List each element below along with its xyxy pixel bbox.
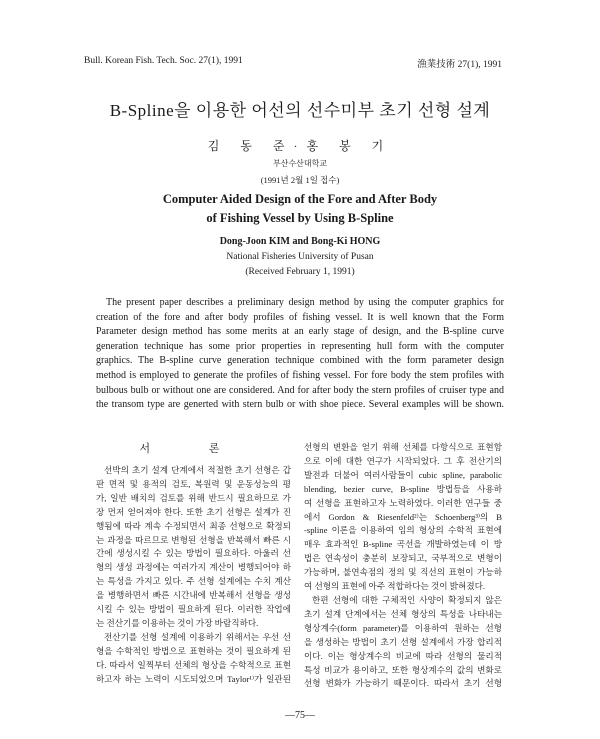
text-line: 선박의 초기 설계 단계에서 적절한 초기 선형은 갑 <box>104 465 291 475</box>
text-line: 선형의 변환을 얻기 위해 선체를 다항식으로 표현함 <box>304 442 502 452</box>
english-title-line: Computer Aided Design of the Fore and After Body <box>162 192 438 206</box>
text-line: 한편 선형에 대한 구체적인 사양이 확정되지 않은 <box>312 594 502 605</box>
right-column-text <box>304 441 502 691</box>
text-line: 법은 연속성이 충분히 보장되고, 국부적으로 변형이 <box>304 553 502 564</box>
text-line: 시킬 수 있는 방법이 필요하게 된다. 이러한 작업에 <box>96 604 291 615</box>
korean-authors: 김 동 준·홍 봉 기 <box>207 139 393 153</box>
text-line: 으로 이에 대한 연구가 시작되었다. 그 후 전산기의 <box>304 455 502 466</box>
text-line: 선형 변화가 가능하기 때문이다. 따라서 초기 선형 <box>304 678 502 689</box>
text-line: -spline 이론을 이용하여 임의 형상의 수학적 표현에 <box>304 525 502 536</box>
journal-citation-korean: 漁業技術 27(1), 1991 <box>417 60 502 70</box>
abstract-line: generation technique has some prior properties in representing hull form with the computer <box>96 340 504 352</box>
text-line: 이다. 이는 형상계수의 비교에 따라 선형의 물리적 <box>304 650 502 661</box>
text-line: 초기 설계 단계에서는 선체 형상의 특성을 나타내는 <box>304 608 502 619</box>
english-authors: Dong-Joon KIM and Bong-Ki HONG <box>219 236 381 247</box>
journal-citation: Bull. Korean Fish. Tech. Soc. 27(1), 1991 <box>84 56 243 66</box>
abstract-line: graphics. The B-spline curve generation technique combined with the form parameter design <box>96 355 504 367</box>
korean-affiliation: 부산수산대학교 <box>272 159 328 168</box>
english-title <box>0 190 600 228</box>
text-line: 발전과 더불어 여러사람들이 cubic spline, parabolic <box>304 469 502 480</box>
section-heading-introduction: 서 론 <box>139 443 248 455</box>
english-title-line: of Fishing Vessel by Using B-Spline <box>206 211 394 225</box>
korean-title: B-Spline을 이용한 어선의 선수미부 초기 선형 설계 <box>109 101 491 120</box>
text-line: 여 선형을 표현하고자 노력하였다. 이러한 연구들 중 <box>304 497 502 508</box>
text-line: 행됨에 따라 계속 수정되면서 최종 선형으로 확정되 <box>96 520 291 531</box>
text-line: 장 먼저 얻어져야 한다. 또한 초기 선형은 설계가 진 <box>96 506 291 517</box>
text-line: 여 선형의 표현에 아주 적합하다는 것이 밝혀졌다. <box>304 581 486 592</box>
page-number: —75— <box>285 710 315 721</box>
abstract <box>96 296 504 413</box>
abstract-line: Parameter design method has some merits at an early stage of design, and the B-spline curve <box>96 326 504 338</box>
text-line: 다. 따라서 일찍부터 선체의 형상을 수학적으로 표현 <box>96 659 291 670</box>
text-line: 가, 일반 배치의 검토를 위해 반드시 필요하므로 가 <box>96 492 291 503</box>
english-affiliation: National Fisheries University of Pusan <box>226 252 374 262</box>
left-column-text <box>96 464 291 687</box>
korean-received-date: (1991년 2월 1일 접수) <box>260 175 340 185</box>
text-line: 판 면적 및 용적의 검토, 복원력 및 운동성능의 평 <box>96 478 291 489</box>
text-line: 전산기를 선형 설계에 이용하기 위해서는 우선 선 <box>104 631 291 642</box>
text-line: 매우 효과적인 B-spline 곡선을 개발하였는데 이 방 <box>304 539 502 550</box>
abstract-line: The present paper describes a preliminary design method by using the computer graphics for <box>106 297 504 308</box>
text-line: blending, bezier curve, B-spline 방법등을 사용하 <box>304 483 502 494</box>
text-line: 형을 수학적인 방법으로 표현하는 것이 필요하게 된 <box>96 645 291 656</box>
text-line: 는 과정을 따르므로 변형된 선형을 반복해서 빠른 시 <box>96 534 291 545</box>
text-line: 가능하며, 불연속점의 정의 및 직선의 표현이 가능하 <box>304 567 502 578</box>
text-line: 에서 Gordon & Riesenfeld²⁾는 Schoenberg³⁾의 B <box>304 511 502 522</box>
text-line: 는 전산기를 이용하는 것이 가장 바람직하다. <box>96 617 259 628</box>
text-line: 간에 생성시킬 수 있는 방법이 필요하다. 아울러 선 <box>96 548 291 559</box>
text-line: 을 생성하는 방법이 초기 선형 설계에서 가장 합리적 <box>304 636 502 647</box>
abstract-line: the transom type are generted with stern bulb or with shoe piece. Several examples will be shown. <box>96 399 504 411</box>
text-line: 형의 생성 과정에는 여러가지 계산이 병행되어야 하 <box>96 562 291 573</box>
text-line: 형상계수(form parameter)를 이용하여 원하는 선형 <box>304 622 502 633</box>
abstract-line: method is employed to generate the profiles of fishing vessel. For fore body the stem profiles with <box>96 369 504 381</box>
english-received-date: (Received February 1, 1991) <box>245 267 355 277</box>
text-line: 을 병행하면서 빠른 시간내에 반복해서 선형을 생성 <box>96 590 291 601</box>
abstract-line: bulbous bulb or without one are considered. And for after body the stern profiles of cruiser type and <box>96 384 504 396</box>
text-line: 하고자 하는 노력이 시도되었으며 Taylor¹⁾가 일관된 <box>96 673 291 684</box>
text-line: 특성 비교가 용이하고, 또한 형상계수의 값의 변화로 <box>304 664 502 675</box>
text-line: 는 특성을 가지고 있다. 주 선형 설계에는 수치 계산 <box>96 576 291 587</box>
abstract-line: creation of the fore and after body profiles of fishing vessel. It is well known that the Form <box>96 311 504 323</box>
